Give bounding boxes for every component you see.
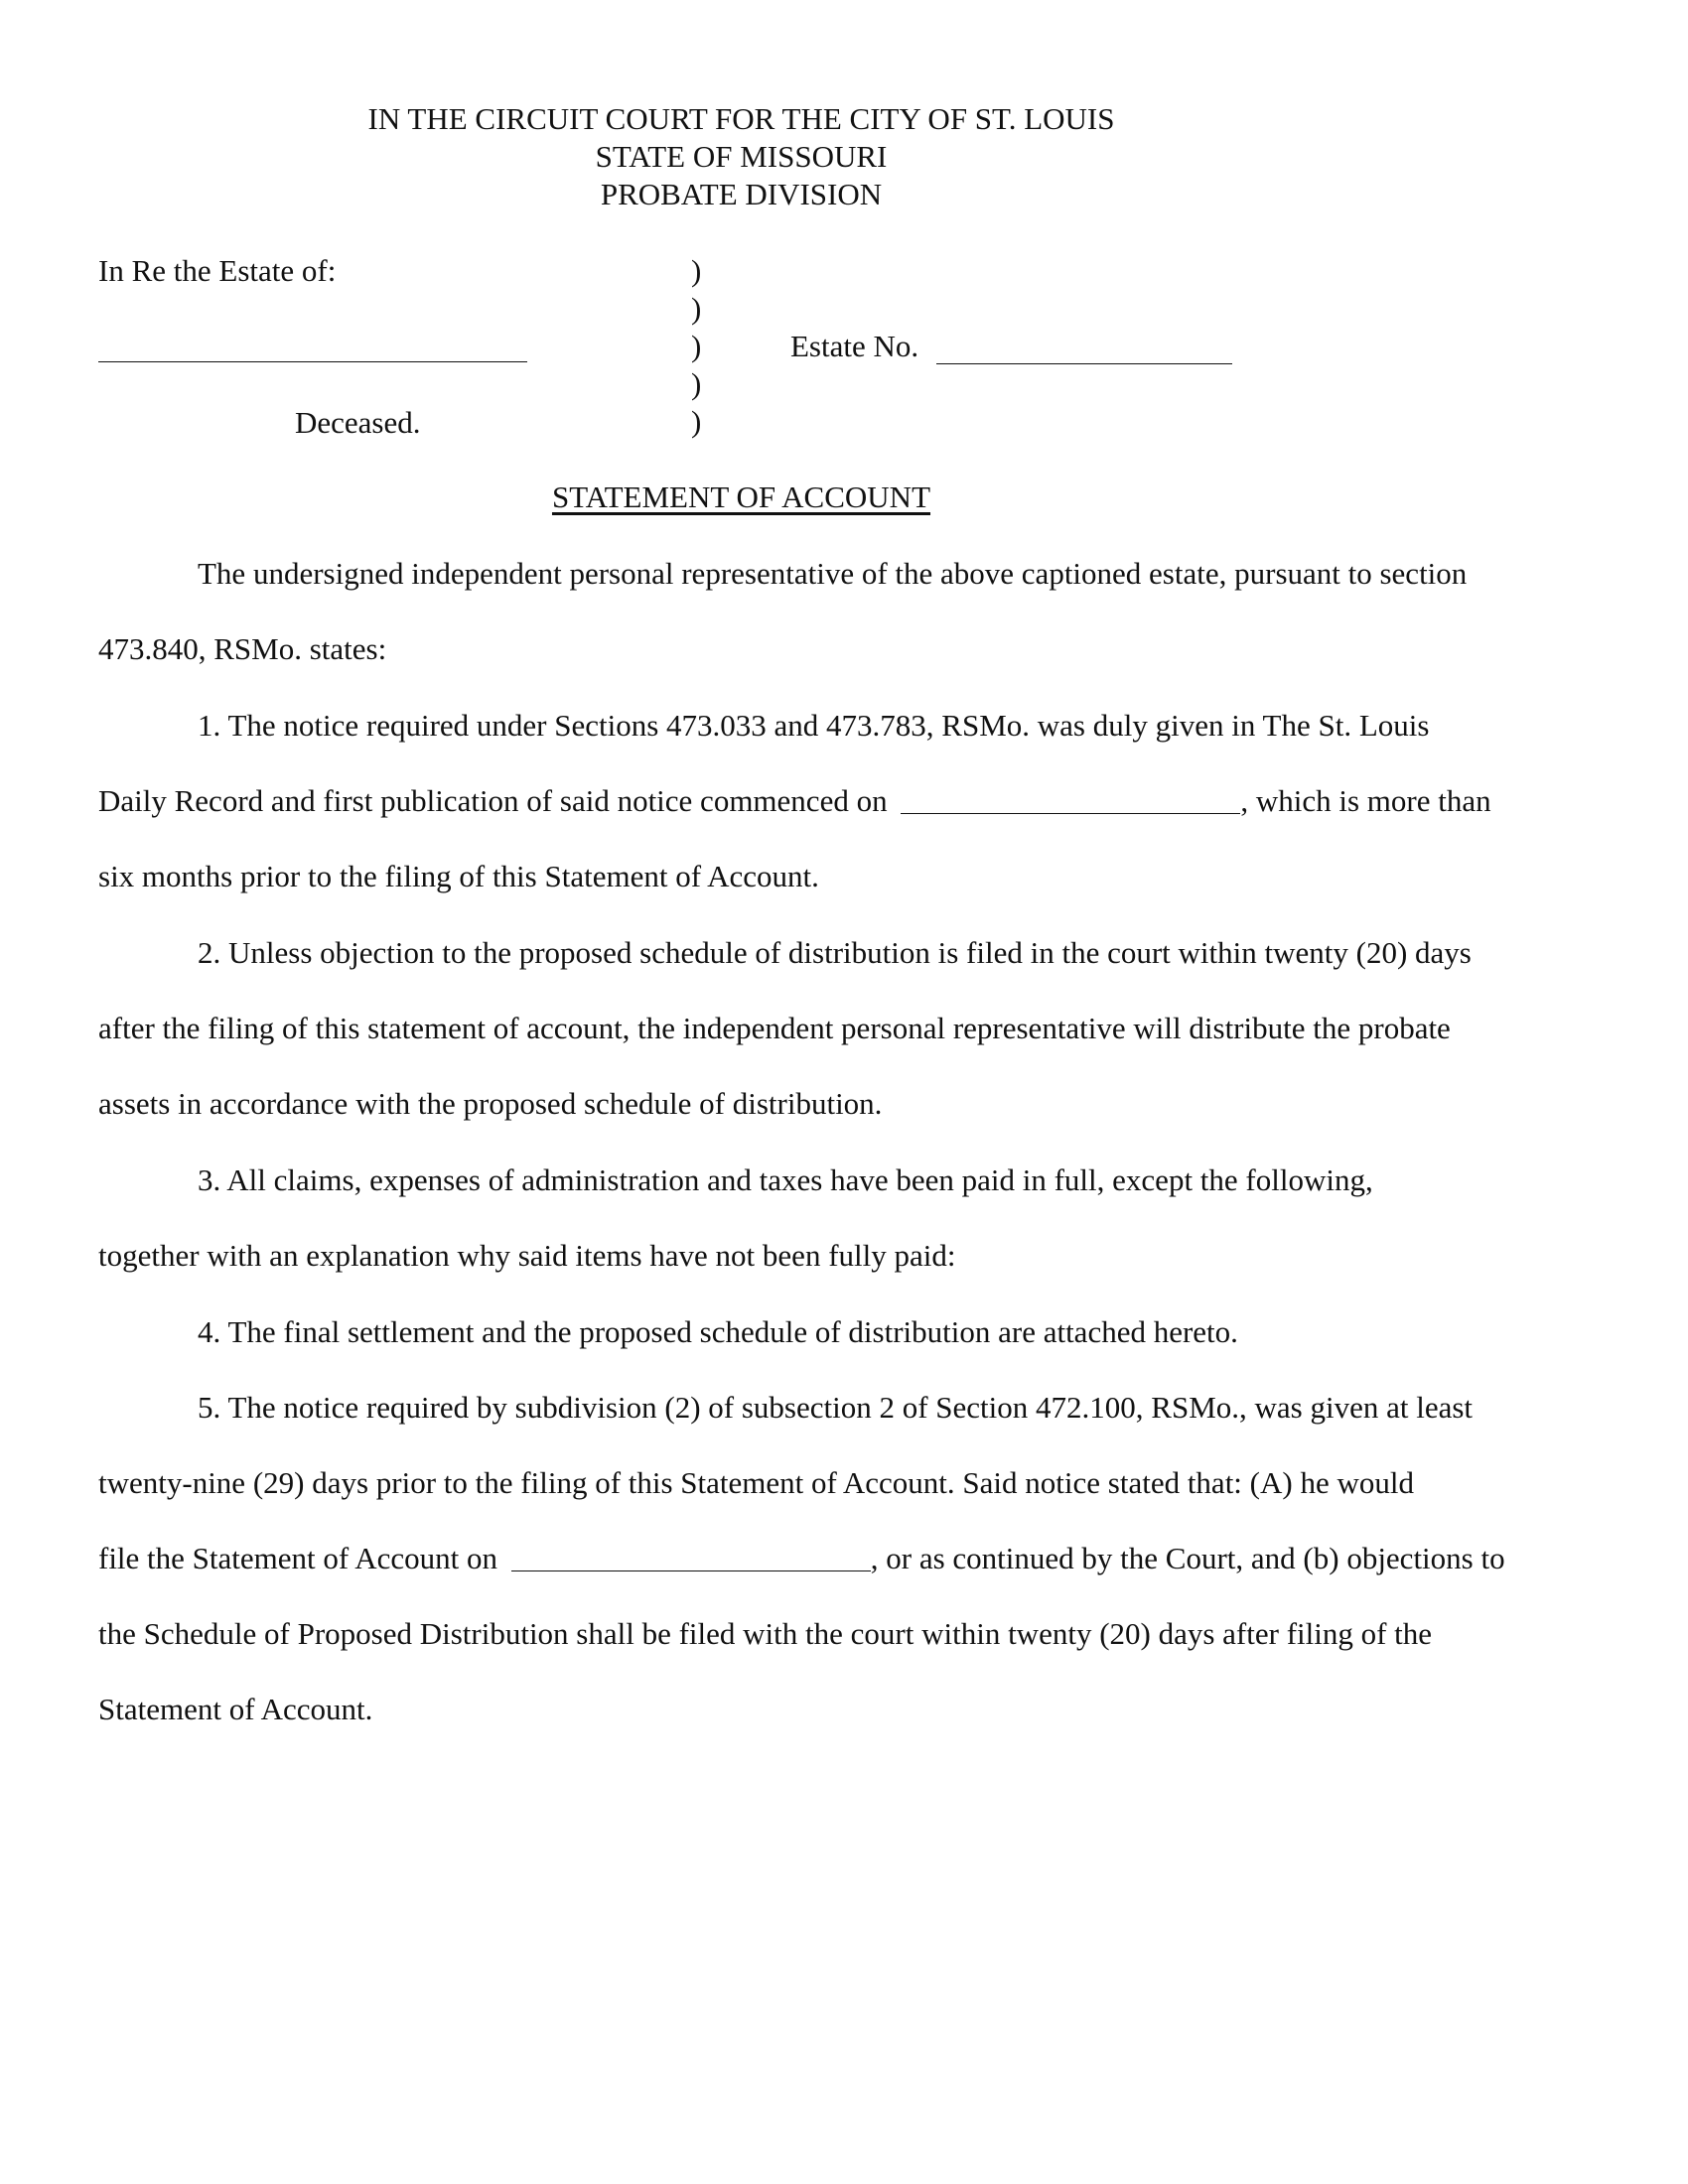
item-4-paragraph [98,1295,1588,1370]
document-title: STATEMENT OF ACCOUNT [551,479,931,514]
item-5-line: the Schedule of Proposed Distribution shall be filed with the court within twenty (20) days after filing of the [98,1616,1433,1651]
caption-paren: ) [691,366,702,401]
item-4-line: 4. The final settlement and the proposed schedule of distribution are attached hereto. [198,1314,1238,1349]
deceased-label: Deceased. [295,405,421,440]
item-2-line: 2. Unless objection to the proposed schedule of distribution is filed in the court within twenty (20) days [198,935,1472,970]
item-5-line: Statement of Account. [98,1692,373,1726]
intro-paragraph [98,536,1588,687]
in-re-label: In Re the Estate of: [98,253,337,288]
estate-number-field[interactable] [936,332,1232,364]
item-1-text: Daily Record and first publication of said notice commenced on [98,783,888,818]
item-1-line: six months prior to the filing of this Statement of Account. [98,859,819,893]
item-5-text: file the Statement of Account on [98,1541,498,1575]
item-5-line: 5. The notice required by subdivision (2) of subsection 2 of Section 472.100, RSMo., was given at least [198,1390,1474,1425]
decedent-name-field[interactable] [98,326,527,362]
caption-paren: ) [691,329,702,363]
item-3-paragraph [98,1143,1588,1294]
caption-paren: ) [691,404,702,439]
item-2-paragraph [98,915,1588,1142]
intro-line: 473.840, RSMo. states: [98,631,387,666]
court-name: IN THE CIRCUIT COURT FOR THE CITY OF ST. LOUIS [367,101,1115,136]
document-title-wrap [0,479,1482,515]
item-3-line: together with an explanation why said items have not been fully paid: [98,1238,956,1273]
court-state: STATE OF MISSOURI [595,139,888,174]
item-5-paragraph [98,1370,1588,1747]
item-1-text: , which is more than [1240,783,1491,818]
item-1-line: 1. The notice required under Sections 473.033 and 473.783, RSMo. was duly given in The St. Louis [198,708,1430,743]
caption-paren: ) [691,253,702,288]
intro-line: The undersigned independent personal representative of the above captioned estate, pursuant to section [198,556,1468,591]
publication-date-field[interactable] [901,787,1240,814]
item-1-paragraph [98,688,1588,914]
item-5-text: , or as continued by the Court, and (b) objections to [870,1541,1505,1575]
item-5-line [98,1521,1588,1596]
item-2-line: assets in accordance with the proposed schedule of distribution. [98,1086,883,1121]
filing-date-field[interactable] [511,1545,871,1571]
estate-no-label: Estate No. [790,329,919,363]
item-1-line [98,763,1588,839]
caption-paren: ) [691,291,702,326]
item-5-line: twenty-nine (29) days prior to the filing of this Statement of Account. Said notice stated that: (A) he would [98,1465,1414,1500]
court-division: PROBATE DIVISION [600,177,883,211]
item-3-line: 3. All claims, expenses of administration and taxes have been paid in full, except the following, [198,1162,1373,1197]
item-2-line: after the filing of this statement of account, the independent personal representative will distribute the probate [98,1011,1451,1045]
